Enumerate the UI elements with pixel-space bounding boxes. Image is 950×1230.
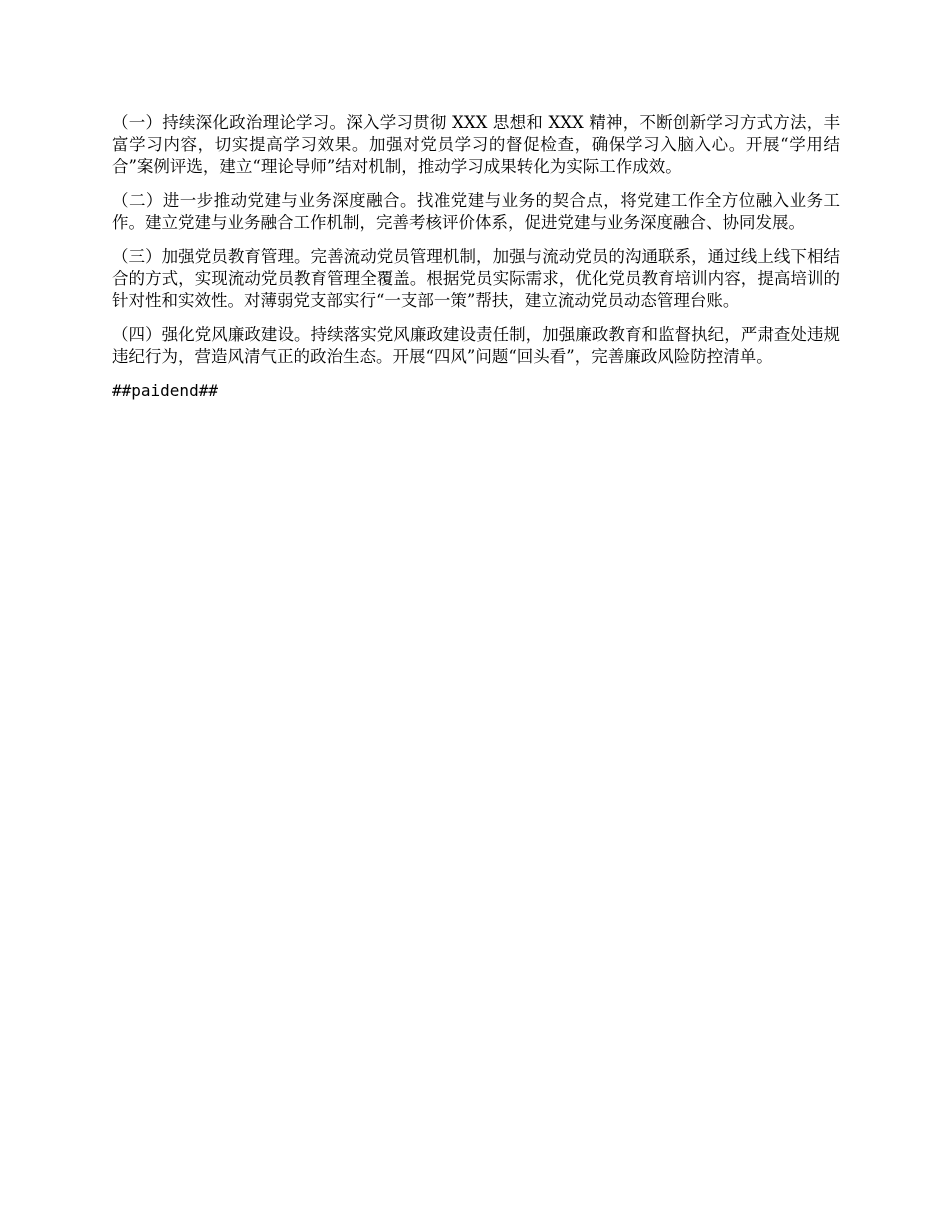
paragraph-integration: （二）进一步推动党建与业务深度融合。找准党建与业务的契合点，将党建工作全方位融入业务工作。建立党建与业务融合工作机制，完善考核评价体系，促进党建与业务深度融合、协同发展。 — [112, 191, 840, 232]
paragraph-integrity: （四）强化党风廉政建设。持续落实党风廉政建设责任制，加强廉政教育和监督执纪，严肃查处违规违纪行为，营造风清气正的政治生态。开展“四风”问题“回头看”，完善廉政风险防控清单。 — [112, 325, 840, 366]
paragraph-study: （一）持续深化政治理论学习。深入学习贯彻 XXX 思想和 XXX 精神，不断创新学习方式方法，丰富学习内容，切实提高学习效果。加强对党员学习的督促检查，确保学习入脑入心。开展“学用结合”案例评选，建立“理论导师”结对机制，推动学习成果转化为实际工作成效。 — [112, 113, 840, 176]
end-marker: ##paidend## — [112, 381, 218, 400]
document-body — [112, 112, 840, 402]
paragraph-member-management: （三）加强党员教育管理。完善流动党员管理机制，加强与流动党员的沟通联系，通过线上线下相结合的方式，实现流动党员教育管理全覆盖。根据党员实际需求，优化党员教育培训内容，提高培训的针对性和实效性。对薄弱党支部实行“一支部一策”帮扶，建立流动党员动态管理台账。 — [112, 247, 840, 310]
